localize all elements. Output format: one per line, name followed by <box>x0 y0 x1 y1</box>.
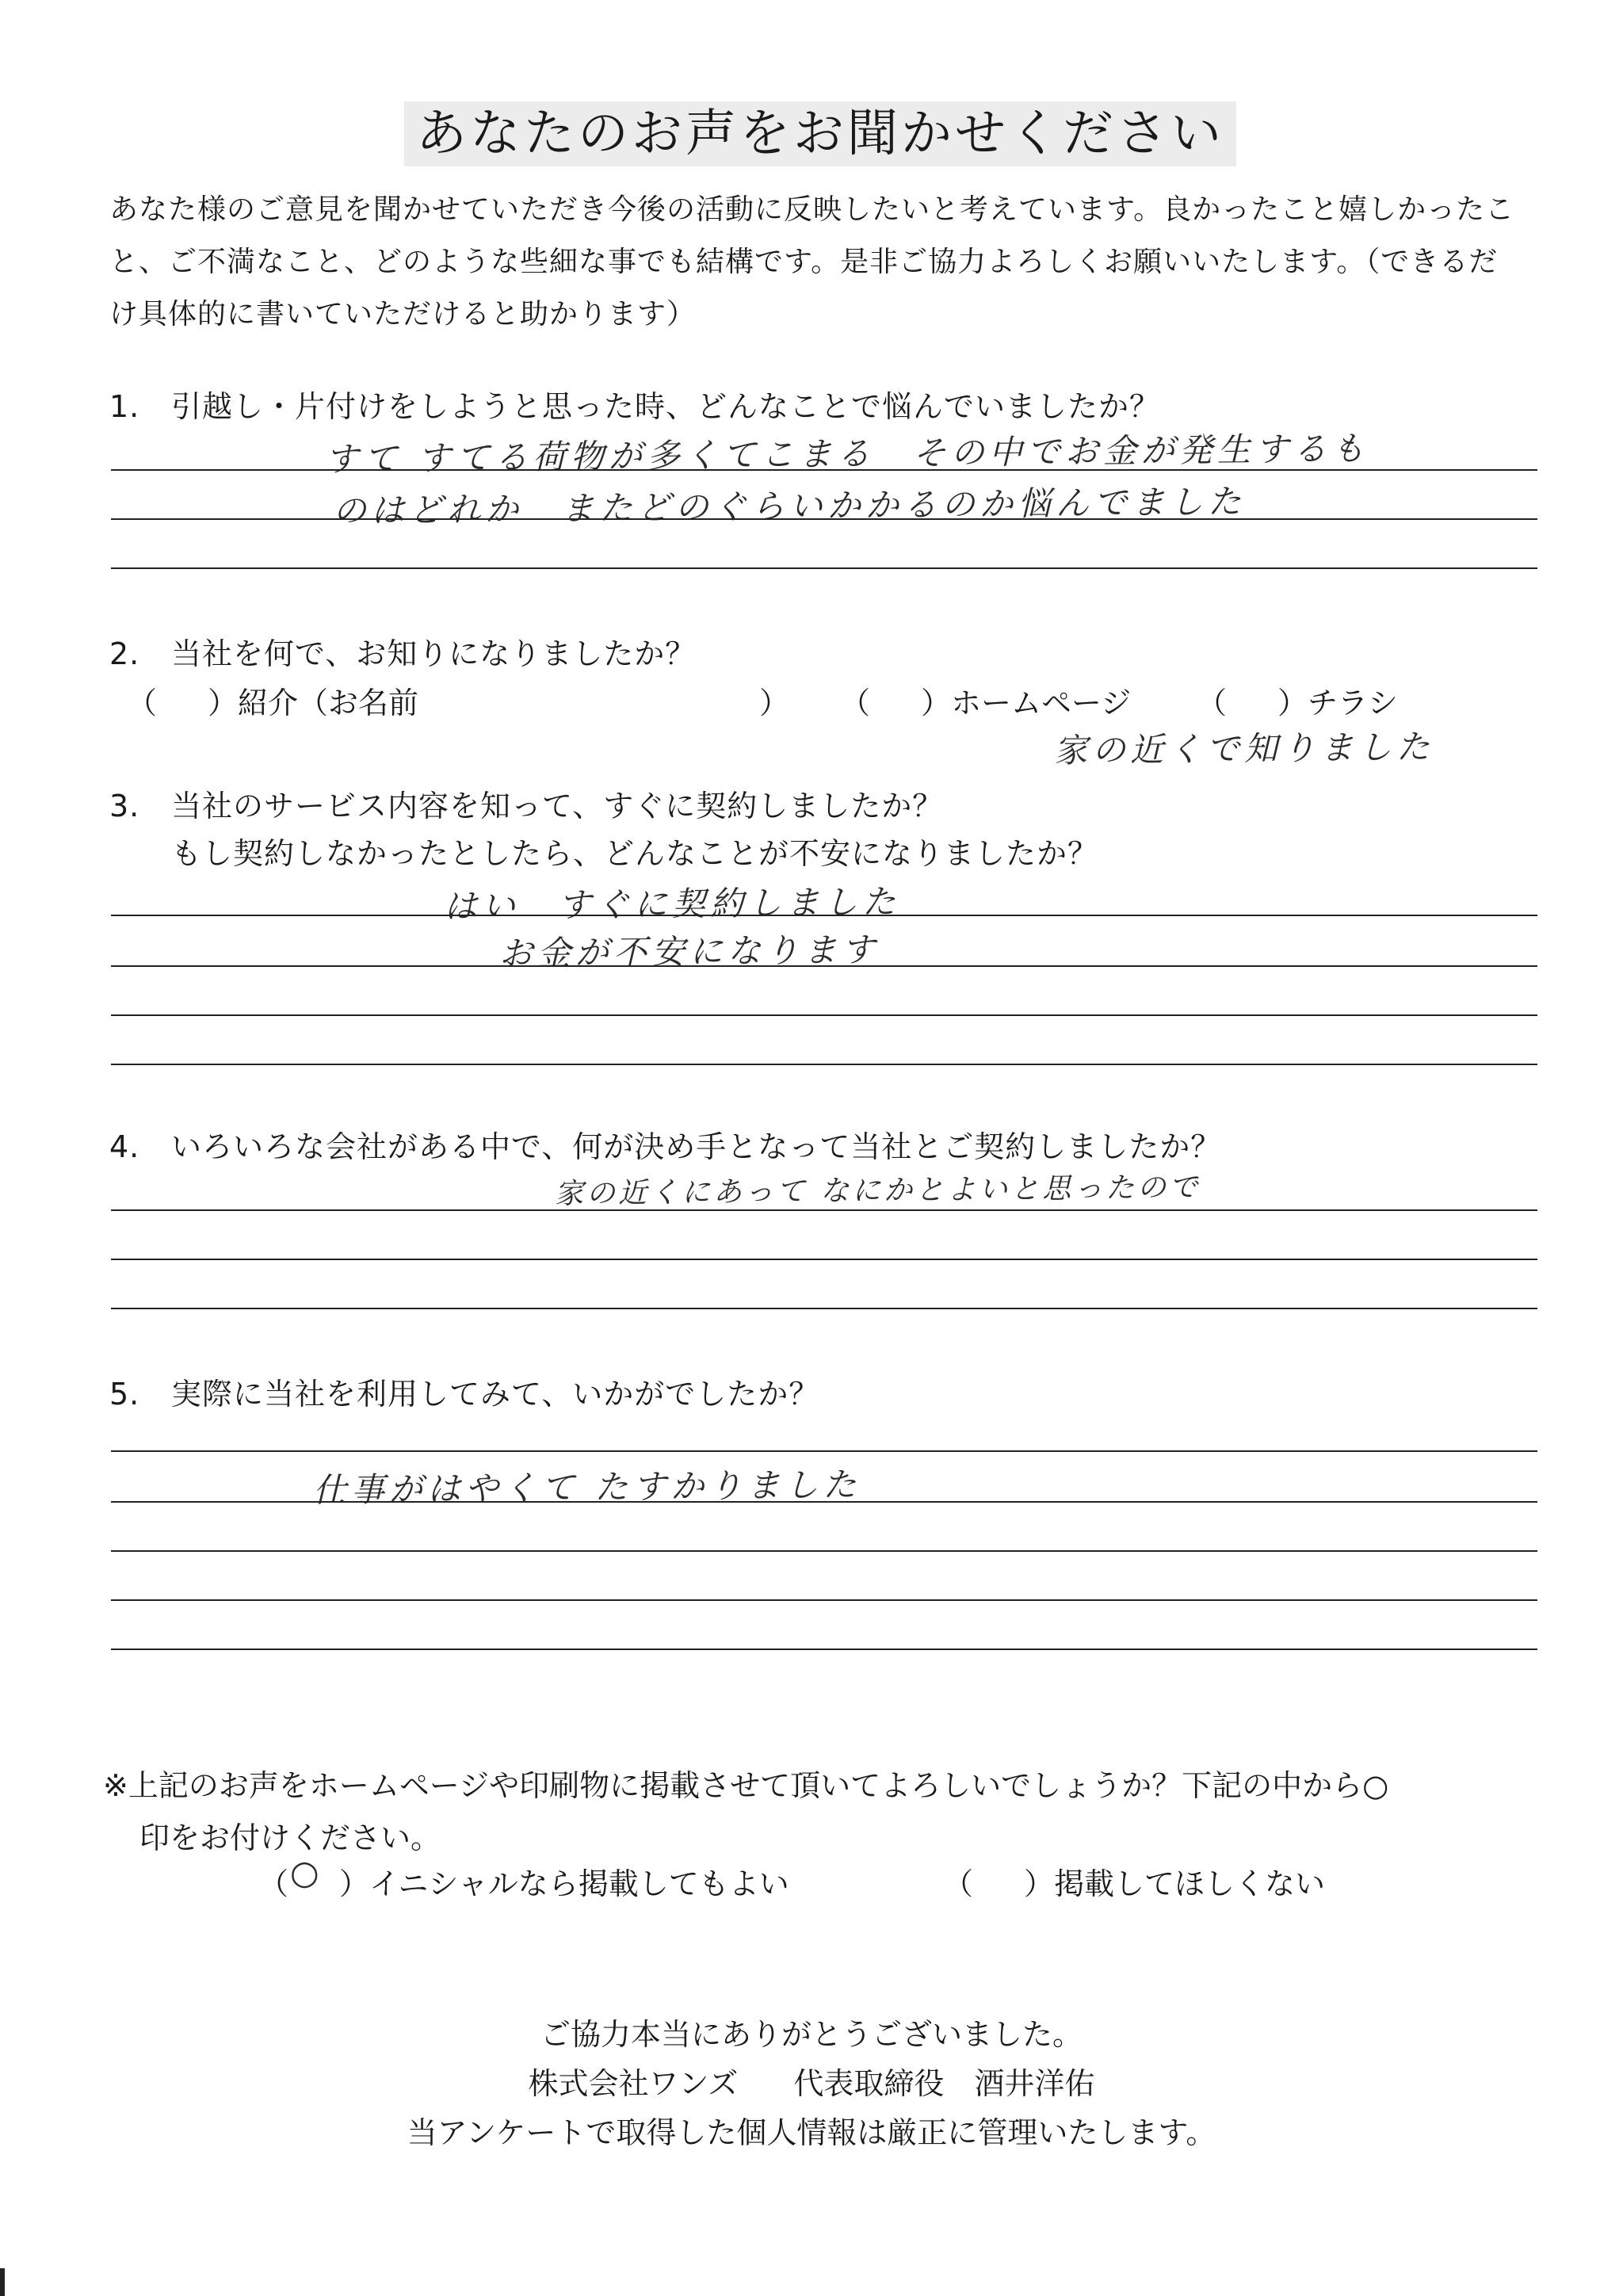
question-text: 当社のサービス内容を知って、すぐに契約しましたか？ <box>171 789 944 823</box>
question-1 <box>109 382 1160 426</box>
intro-line: あなた様のご意見を聞かせていただき今後の活動に反映したいと考えています。良かったこと嬉しかったこ <box>109 193 1515 226</box>
company-info <box>0 2059 1623 2103</box>
option-initials-ok[interactable] <box>258 1859 789 1903</box>
answer-line <box>111 1209 1537 1211</box>
option-label: ）チラシ <box>1277 686 1399 720</box>
answer-line <box>111 469 1537 471</box>
page-title: あなたのお声をお聞かせください <box>404 101 1236 166</box>
company-name: 株式会社ワンズ <box>528 2066 739 2101</box>
question-number: 1. <box>109 389 140 424</box>
consent-section <box>103 1759 1536 1864</box>
question-number: 3. <box>109 789 140 823</box>
answer-line <box>111 915 1537 916</box>
answer-line <box>111 1599 1537 1601</box>
handwritten-answer: すて すてる荷物が多くてこまる その中でお金が発生するも <box>324 429 1370 479</box>
intro-line: と、ご不満なこと、どのような些細な事でも結構です。是非ご協力よろしくお願いいたします。（できるだ <box>109 246 1499 278</box>
referral-name-close: ） <box>759 686 790 720</box>
checkbox-open: （ <box>258 1866 289 1901</box>
handwritten-answer: のはどれか またどのぐらいかかるのか悩んでました <box>332 481 1247 531</box>
question-text: 当社を何で、お知りになりましたか？ <box>171 636 697 671</box>
handwritten-answer: お金が不安になります <box>498 930 880 973</box>
consent-text: 印をお付けください。 <box>139 1820 441 1855</box>
answer-line <box>111 965 1537 967</box>
question-3-line-2: もし契約しなかったとしたら、どんなことが不安になりましたか？ <box>171 836 1099 871</box>
privacy-notice: 当アンケートで取得した個人情報は厳正に管理いたします。 <box>407 2115 1216 2150</box>
answer-line <box>111 518 1537 520</box>
answer-line <box>111 1550 1537 1552</box>
checkbox-open: （ <box>1197 686 1228 720</box>
answer-line <box>111 1501 1537 1503</box>
question-text: 実際に当社を利用してみて、いかがでしたか？ <box>171 1377 820 1412</box>
question-2 <box>109 629 696 673</box>
option-label: ）紹介（お名前 <box>208 686 419 720</box>
question-text: いろいろな会社がある中で、何が決め手となって当社とご契約しましたか？ <box>171 1129 1222 1164</box>
option-label: ）イニシャルなら掲載してもよい <box>339 1866 789 1901</box>
checkbox-open: （ <box>127 686 158 720</box>
question-text: 引越し・片付けをしようと思った時、どんなことで悩んでいましたか？ <box>171 389 1161 424</box>
representative-name: 代表取締役 酒井洋佑 <box>793 2066 1095 2101</box>
checkbox-open: （ <box>840 686 871 720</box>
handwritten-answer: 家の近くにあって なにかとよいと思ったので <box>554 1171 1201 1211</box>
answer-line <box>111 1648 1537 1650</box>
answer-line <box>111 1308 1537 1309</box>
handwritten-circle-mark: ○ <box>290 1853 319 1892</box>
consent-text: ※上記のお声をホームページや印刷物に掲載させて頂いてよろしいでしょうか？下記の中から○ <box>103 1768 1389 1803</box>
scan-edge-mark <box>0 2268 5 2296</box>
answer-line <box>111 1450 1537 1452</box>
question-number: 4. <box>109 1129 140 1164</box>
handwritten-answer: 仕事がはやくて たすかりました <box>312 1465 861 1510</box>
thanks-text: ご協力本当にありがとうございました。 <box>540 2017 1083 2052</box>
question-3 <box>109 781 943 825</box>
handwritten-answer: 家の近くで知りました <box>1053 727 1435 770</box>
option-no-publish[interactable] <box>943 1859 1325 1903</box>
question-number: 5. <box>109 1377 140 1412</box>
answer-line <box>111 1064 1537 1065</box>
answer-line <box>111 1259 1537 1260</box>
question-number: 2. <box>109 636 140 671</box>
option-label: ）ホームページ <box>921 686 1132 720</box>
question-5 <box>109 1370 819 1413</box>
option-homepage[interactable] <box>840 678 1131 722</box>
handwritten-answer: はい すぐに契約しました <box>443 881 901 926</box>
intro-text <box>109 184 1536 341</box>
intro-line: け具体的に書いていただけると助かります） <box>109 298 697 330</box>
answer-line <box>111 1014 1537 1016</box>
checkbox-open: （ <box>943 1866 974 1901</box>
option-referral[interactable] <box>127 678 418 722</box>
option-label: ）掲載してほしくない <box>1024 1866 1326 1901</box>
answer-line <box>111 567 1537 569</box>
question-4 <box>109 1122 1221 1166</box>
option-flyer[interactable] <box>1197 678 1398 722</box>
